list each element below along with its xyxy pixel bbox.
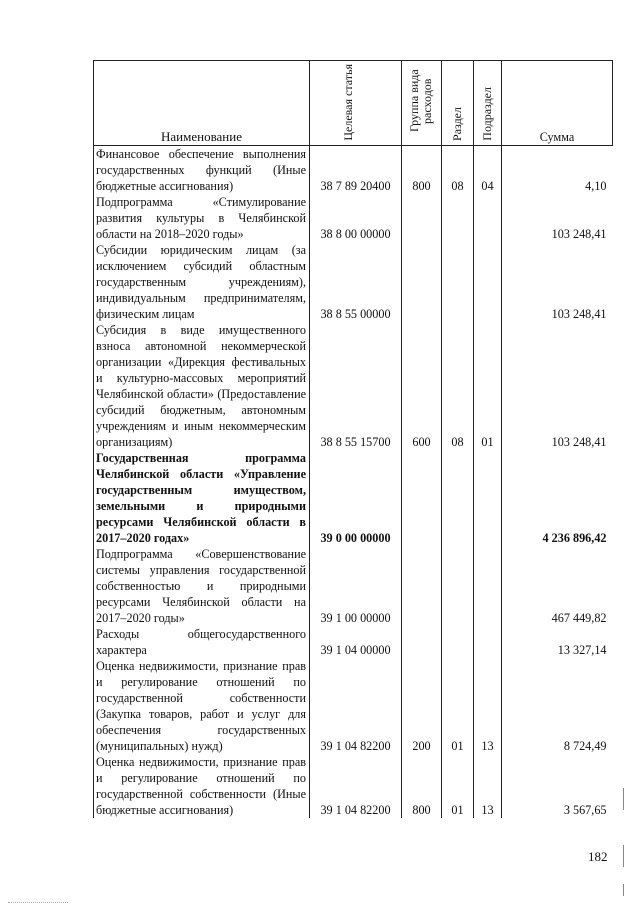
cell-code: 39 1 04 82200: [310, 754, 402, 818]
cell-name: [94, 450, 310, 546]
cell-section: 01: [442, 658, 474, 754]
cell-section: [442, 626, 474, 658]
table-row: [94, 194, 613, 242]
cell-sum: 103 248,41: [551, 307, 607, 321]
margin-mark: [623, 788, 624, 810]
footer-line: [8, 902, 68, 904]
table-row: [94, 322, 613, 450]
cell-section: [442, 194, 474, 242]
header-sum: Сумма: [502, 61, 613, 146]
cell-section: [442, 546, 474, 626]
cell-name: [94, 626, 310, 658]
cell-code: 38 8 00 00000: [310, 194, 402, 242]
header-section: Раздел: [442, 61, 474, 146]
cell-group: [402, 450, 442, 546]
cell-section: 01: [442, 754, 474, 818]
cell-sum: 3 567,65: [563, 803, 607, 817]
cell-group: [402, 194, 442, 242]
cell-name: [94, 242, 310, 322]
cell-section: [442, 450, 474, 546]
cell-code: 38 8 55 15700: [310, 322, 402, 450]
table-row: [94, 450, 613, 546]
cell-subsection: 13: [474, 754, 502, 818]
header-group: Группа вида расходов: [402, 61, 442, 146]
table-body: [94, 146, 613, 819]
cell-subsection: [474, 546, 502, 626]
page-number: 182: [588, 849, 608, 864]
cell-subsection: [474, 626, 502, 658]
row-name-text: Оценка недвижимости, признание прав и регулирование отношений по государственной собственности (Закупка товаров, работ и услуг для обеспечения государственных (муниципальных) нужд): [96, 659, 306, 753]
cell-group: [402, 546, 442, 626]
table-row: [94, 546, 613, 626]
cell-subsection: [474, 194, 502, 242]
header-code: Целевая статья: [310, 61, 402, 146]
cell-code: 38 8 55 00000: [310, 242, 402, 322]
row-name-text: Расходы общегосударственного характера: [96, 627, 306, 657]
header-subsection: Подраздел: [474, 61, 502, 146]
table-header-row: [94, 61, 613, 146]
cell-sum: 13 327,14: [557, 643, 607, 657]
table-row: [94, 754, 613, 818]
row-name-text: Подпрограмма «Стимулирование развития культуры в Челябинской области на 2018–2020 годы»: [96, 195, 306, 241]
table-row: [94, 658, 613, 754]
cell-name: [94, 754, 310, 818]
margin-mark: [623, 884, 624, 896]
cell-section: 08: [442, 322, 474, 450]
cell-group: 800: [402, 146, 442, 195]
cell-subsection: 01: [474, 322, 502, 450]
cell-code: 38 7 89 20400: [310, 146, 402, 195]
cell-group: [402, 626, 442, 658]
cell-group: 600: [402, 322, 442, 450]
cell-name: [94, 322, 310, 450]
cell-subsection: 13: [474, 658, 502, 754]
row-name-text: Государственная программа Челябинской области «Управление государственным имуществом, земельными и природными ресурсами Челябинской области в 2017–2020 годах»: [96, 451, 306, 545]
cell-subsection: [474, 242, 502, 322]
cell-group: 200: [402, 658, 442, 754]
cell-name: [94, 546, 310, 626]
row-name-text: Субсидия в виде имущественного взноса автономной некоммерческой организации «Дирекция фестивальных и культурно-массовых мероприятий Челябинской области» (Предоставление субсидий бюджетным, автономным учреждениям и иным некоммерческим организациям): [96, 323, 306, 449]
cell-sum: 467 449,82: [551, 611, 607, 625]
margin-mark: [623, 845, 624, 867]
cell-name: [94, 194, 310, 242]
cell-sum: 8 724,49: [563, 739, 607, 753]
cell-sum: 103 248,41: [551, 435, 607, 449]
cell-name: [94, 658, 310, 754]
cell-sum: 4 236 896,42: [542, 531, 607, 545]
header-name: Наименование: [94, 61, 310, 146]
cell-group: 800: [402, 754, 442, 818]
cell-section: 08: [442, 146, 474, 195]
cell-name: [94, 146, 310, 195]
row-name-text: Подпрограмма «Совершенствование системы управления государственной собственностью и природными ресурсами Челябинской области на 2017–2020 годы»: [96, 547, 306, 625]
cell-code: 39 1 00 00000: [310, 546, 402, 626]
table-row: [94, 626, 613, 658]
table-row: [94, 146, 613, 195]
cell-section: [442, 242, 474, 322]
cell-sum: 4,10: [585, 179, 607, 193]
cell-sum: 103 248,41: [551, 227, 607, 241]
budget-table: [93, 60, 613, 818]
cell-code: 39 1 04 82200: [310, 658, 402, 754]
table-row: [94, 242, 613, 322]
cell-group: [402, 242, 442, 322]
cell-code: 39 1 04 00000: [310, 626, 402, 658]
cell-subsection: [474, 450, 502, 546]
row-name-text: Субсидии юридическим лицам (за исключением субсидий областным государственным учреждениям), индивидуальным предпринимателям, физическим лицам: [96, 243, 306, 321]
cell-code: 39 0 00 00000: [310, 450, 402, 546]
row-name-text: Финансовое обеспечение выполнения государственных функций (Иные бюджетные ассигнования): [96, 147, 306, 193]
row-name-text: Оценка недвижимости, признание прав и регулирование отношений по государственной собственности (Иные бюджетные ассигнования): [96, 755, 306, 817]
cell-subsection: 04: [474, 146, 502, 195]
